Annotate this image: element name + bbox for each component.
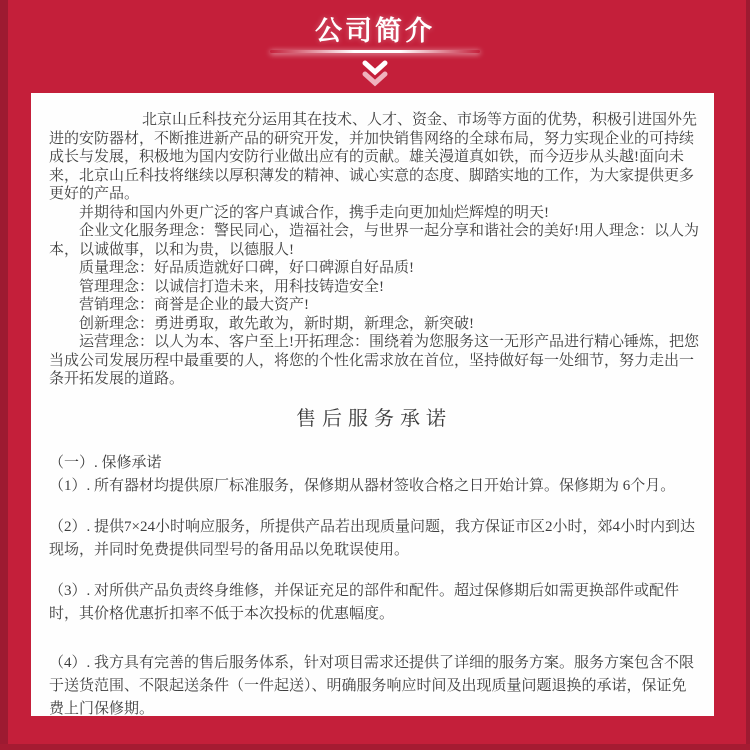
intro-paragraph: 并期待和国内外更广泛的客户真诚合作，携手走向更加灿烂辉煌的明天!: [79, 204, 549, 221]
after-sales-item: （2）. 提供7×24小时响应服务，所提供产品若出现质量问题，我方保证市区2小时，郊4小时内到达现场，并同时免费提供同型号的备用品以免耽误使用。: [49, 518, 695, 558]
marketing-concept-paragraph: 营销理念：商誉是企业的最大资产!: [79, 297, 309, 313]
chevron-down-icon: [0, 60, 750, 92]
title-underline: [270, 50, 480, 53]
culture-concept-paragraph: 企业文化服务理念：警民同心，造福社会，与世界一起分享和谐社会的美好!用人理念：以人为本，以诚做事，以和为贵，以德服人!: [49, 223, 699, 258]
operation-concept-paragraph: 运营理念：以人为本、客户至上!开拓理念：围绕着为您服务这一无形产品进行精心锤炼，把您当成公司发展历程中最重要的人，将您的个性化需求放在首位，坚持做好每一处细节，努力走出一条开拓发展的道路。: [49, 334, 699, 387]
content-card: [31, 93, 714, 716]
warranty-promise-title: （一）. 保修承诺: [49, 454, 162, 471]
header-banner: [0, 0, 750, 93]
management-concept-paragraph: 管理理念：以诚信打造未来，用科技铸造安全!: [79, 278, 384, 295]
after-sales-item: （1）. 所有器材均提供原厂标准服务，保修期从器材签收合格之日开始计算。保修期为 6个月。: [49, 477, 676, 494]
after-sales-item: （4）. 我方具有完善的售后服务体系，针对项目需求还提供了详细的服务方案。服务方案包含不限于送货范围、不限起送条件（一件起送）、明确服务响应时间及出现质量问题退换的承诺，保证免费上门保修期。: [49, 654, 695, 717]
left-edge-shade: [0, 0, 8, 750]
after-sales-heading: 售后服务承诺: [296, 407, 452, 430]
intro-paragraph: 北京山丘科技充分运用其在技术、人才、资金、市场等方面的优势，积极引进国外先进的安防器材，不断推进新产品的研究开发，并加快销售网络的全球布局，努力实现企业的可持续成长与发展，积极地为国内安防行业做出应有的贡献。雄关漫道真如铁，而今迈步从头越!面向未来，北京山丘科技将继续以厚积薄发的精神、诚心实意的态度、脚踏实地的工作，为大家提供更多更好的产品。: [49, 112, 698, 202]
quality-concept-paragraph: 质量理念：好品质造就好口碑，好口碑源自好品质!: [79, 260, 414, 276]
after-sales-item: （3）. 对所供产品负责终身维修，并保证充足的部件和配件。超过保修期后如需更换部件或配件时，其价格优惠折扣率不低于本次投标的优惠幅度。: [49, 582, 680, 622]
bottom-edge-shade: [0, 744, 750, 750]
page-title: 公司简介: [315, 16, 435, 46]
innovation-concept-paragraph: 创新理念：勇进勇取，敢先敢为，新时期，新理念，新突破!: [79, 315, 474, 332]
right-edge-shade: [746, 0, 750, 750]
